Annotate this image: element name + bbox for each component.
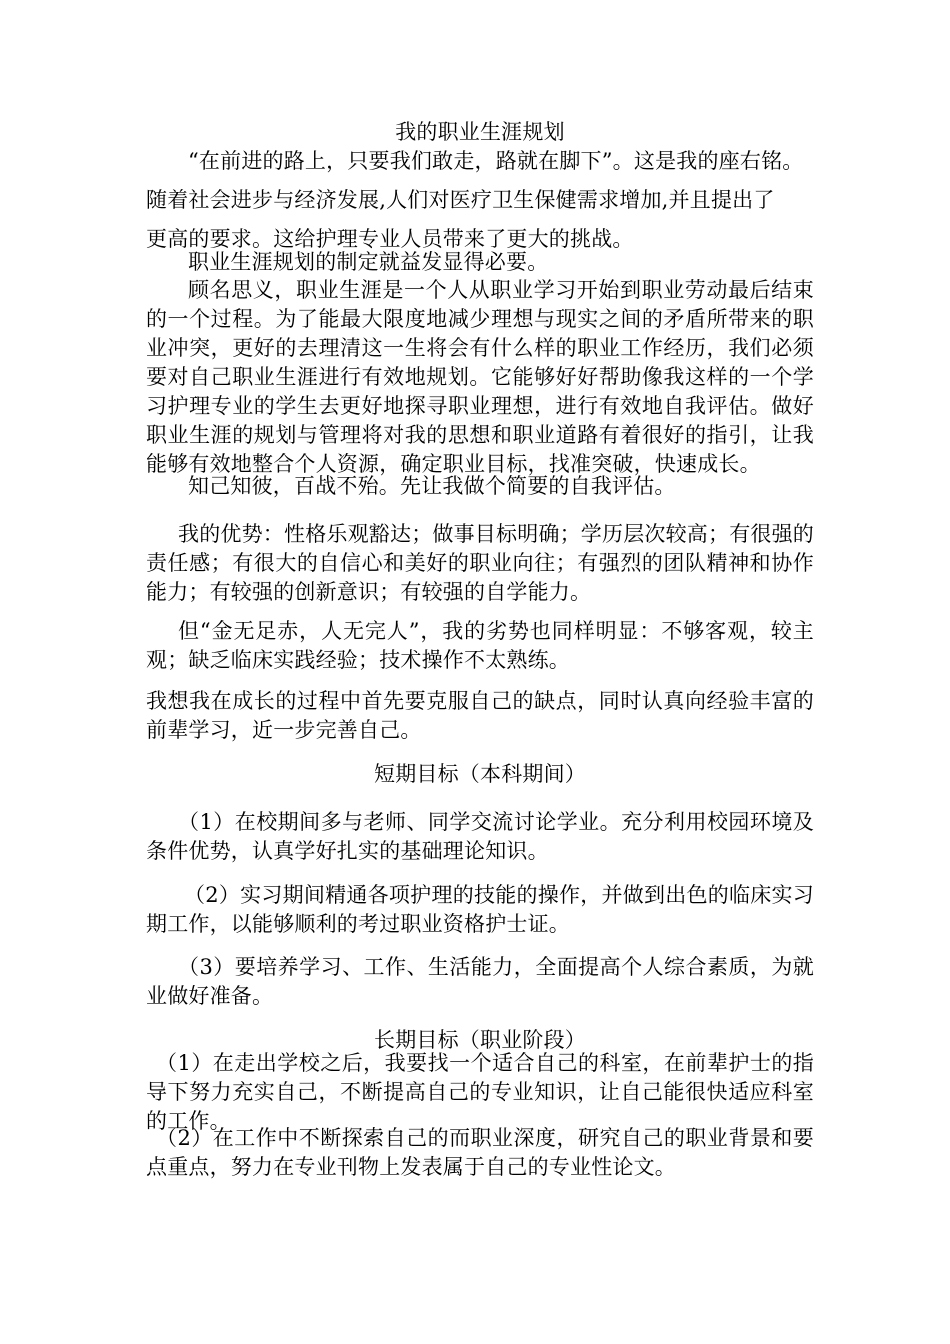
long-term-item-1: （1）在走出学校之后，我要找一个适合自己的科室，在前辈护士的指导下努力充实自己，不断提高自己的专业知识，让自己能很快适应科室的工作。: [146, 1051, 814, 1133]
improvement-paragraph: 我想我在成长的过程中首先要克服自己的缺点，同时认真向经验丰富的前辈学习，近一步完善自己。: [146, 689, 814, 742]
strengths-paragraph: 我的优势：性格乐观豁达；做事目标明确；学历层次较高；有很强的责任感；有很大的自信心和美好的职业向往；有强烈的团队精神和协作能力；有较强的创新意识；有较强的自学能力。: [146, 522, 814, 604]
long-term-item-2: （2）在工作中不断探索自己的而职业深度，研究自己的职业背景和要点重点，努力在专业刊物上发表属于自己的专业性论文。: [146, 1126, 814, 1179]
short-term-item-2: （2）实习期间精通各项护理的技能的操作，并做到出色的临床实习期工作，以能够顺利的考过职业资格护士证。: [146, 883, 814, 936]
motto-paragraph: “在前进的路上，只要我们敢走，路就在脚下”。这是我的座右铭。: [188, 149, 804, 173]
short-term-item-3: （3）要培养学习、工作、生活能力，全面提高个人综合素质，为就业做好准备。: [146, 955, 814, 1008]
self-assessment-intro: 知己知彼，百战不殆。先让我做个简要的自我评估。: [188, 474, 676, 498]
definition-paragraph: 顾名思义，职业生涯是一个人从职业学习开始到职业劳动最后结束的一个过程。为了能最大限度地减少理想与现实之间的矛盾所带来的职业冲突，更好的去理清这一生将会有什么样的职业工作经历，我们必须要对自己职业生涯进行有效地规划。它能够好好帮助像我这样的一个学习护理专业的学生去更好地探寻职业理想，进行有效地自我评估。做好职业生涯的规划与管理将对我的思想和职业道路有着很好的指引，让我能够有效地整合个人资源，确定职业目标，找准突破，快速成长。: [146, 278, 814, 476]
context-line-1: 随着社会进步与经济发展,人们对医疗卫生保健需求增加,并且提出了: [146, 188, 775, 212]
necessity-paragraph: 职业生涯规划的制定就益发显得必要。: [188, 250, 549, 274]
short-term-item-1: （1）在校期间多与老师、同学交流讨论学业。充分利用校园环境及条件优势，认真学好扎实的基础理论知识。: [146, 810, 814, 863]
context-line-2: 更高的要求。这给护理专业人员带来了更大的挑战。: [146, 227, 634, 251]
short-term-heading: 短期目标（本科期间）: [374, 762, 586, 786]
weaknesses-paragraph: 但“金无足赤，人无完人”，我的劣势也同样明显：不够客观，较主观；缺乏临床实践经验；技术操作不太熟练。: [146, 619, 814, 672]
document-title: 我的职业生涯规划: [395, 120, 565, 144]
long-term-heading: 长期目标（职业阶段）: [374, 1028, 586, 1052]
